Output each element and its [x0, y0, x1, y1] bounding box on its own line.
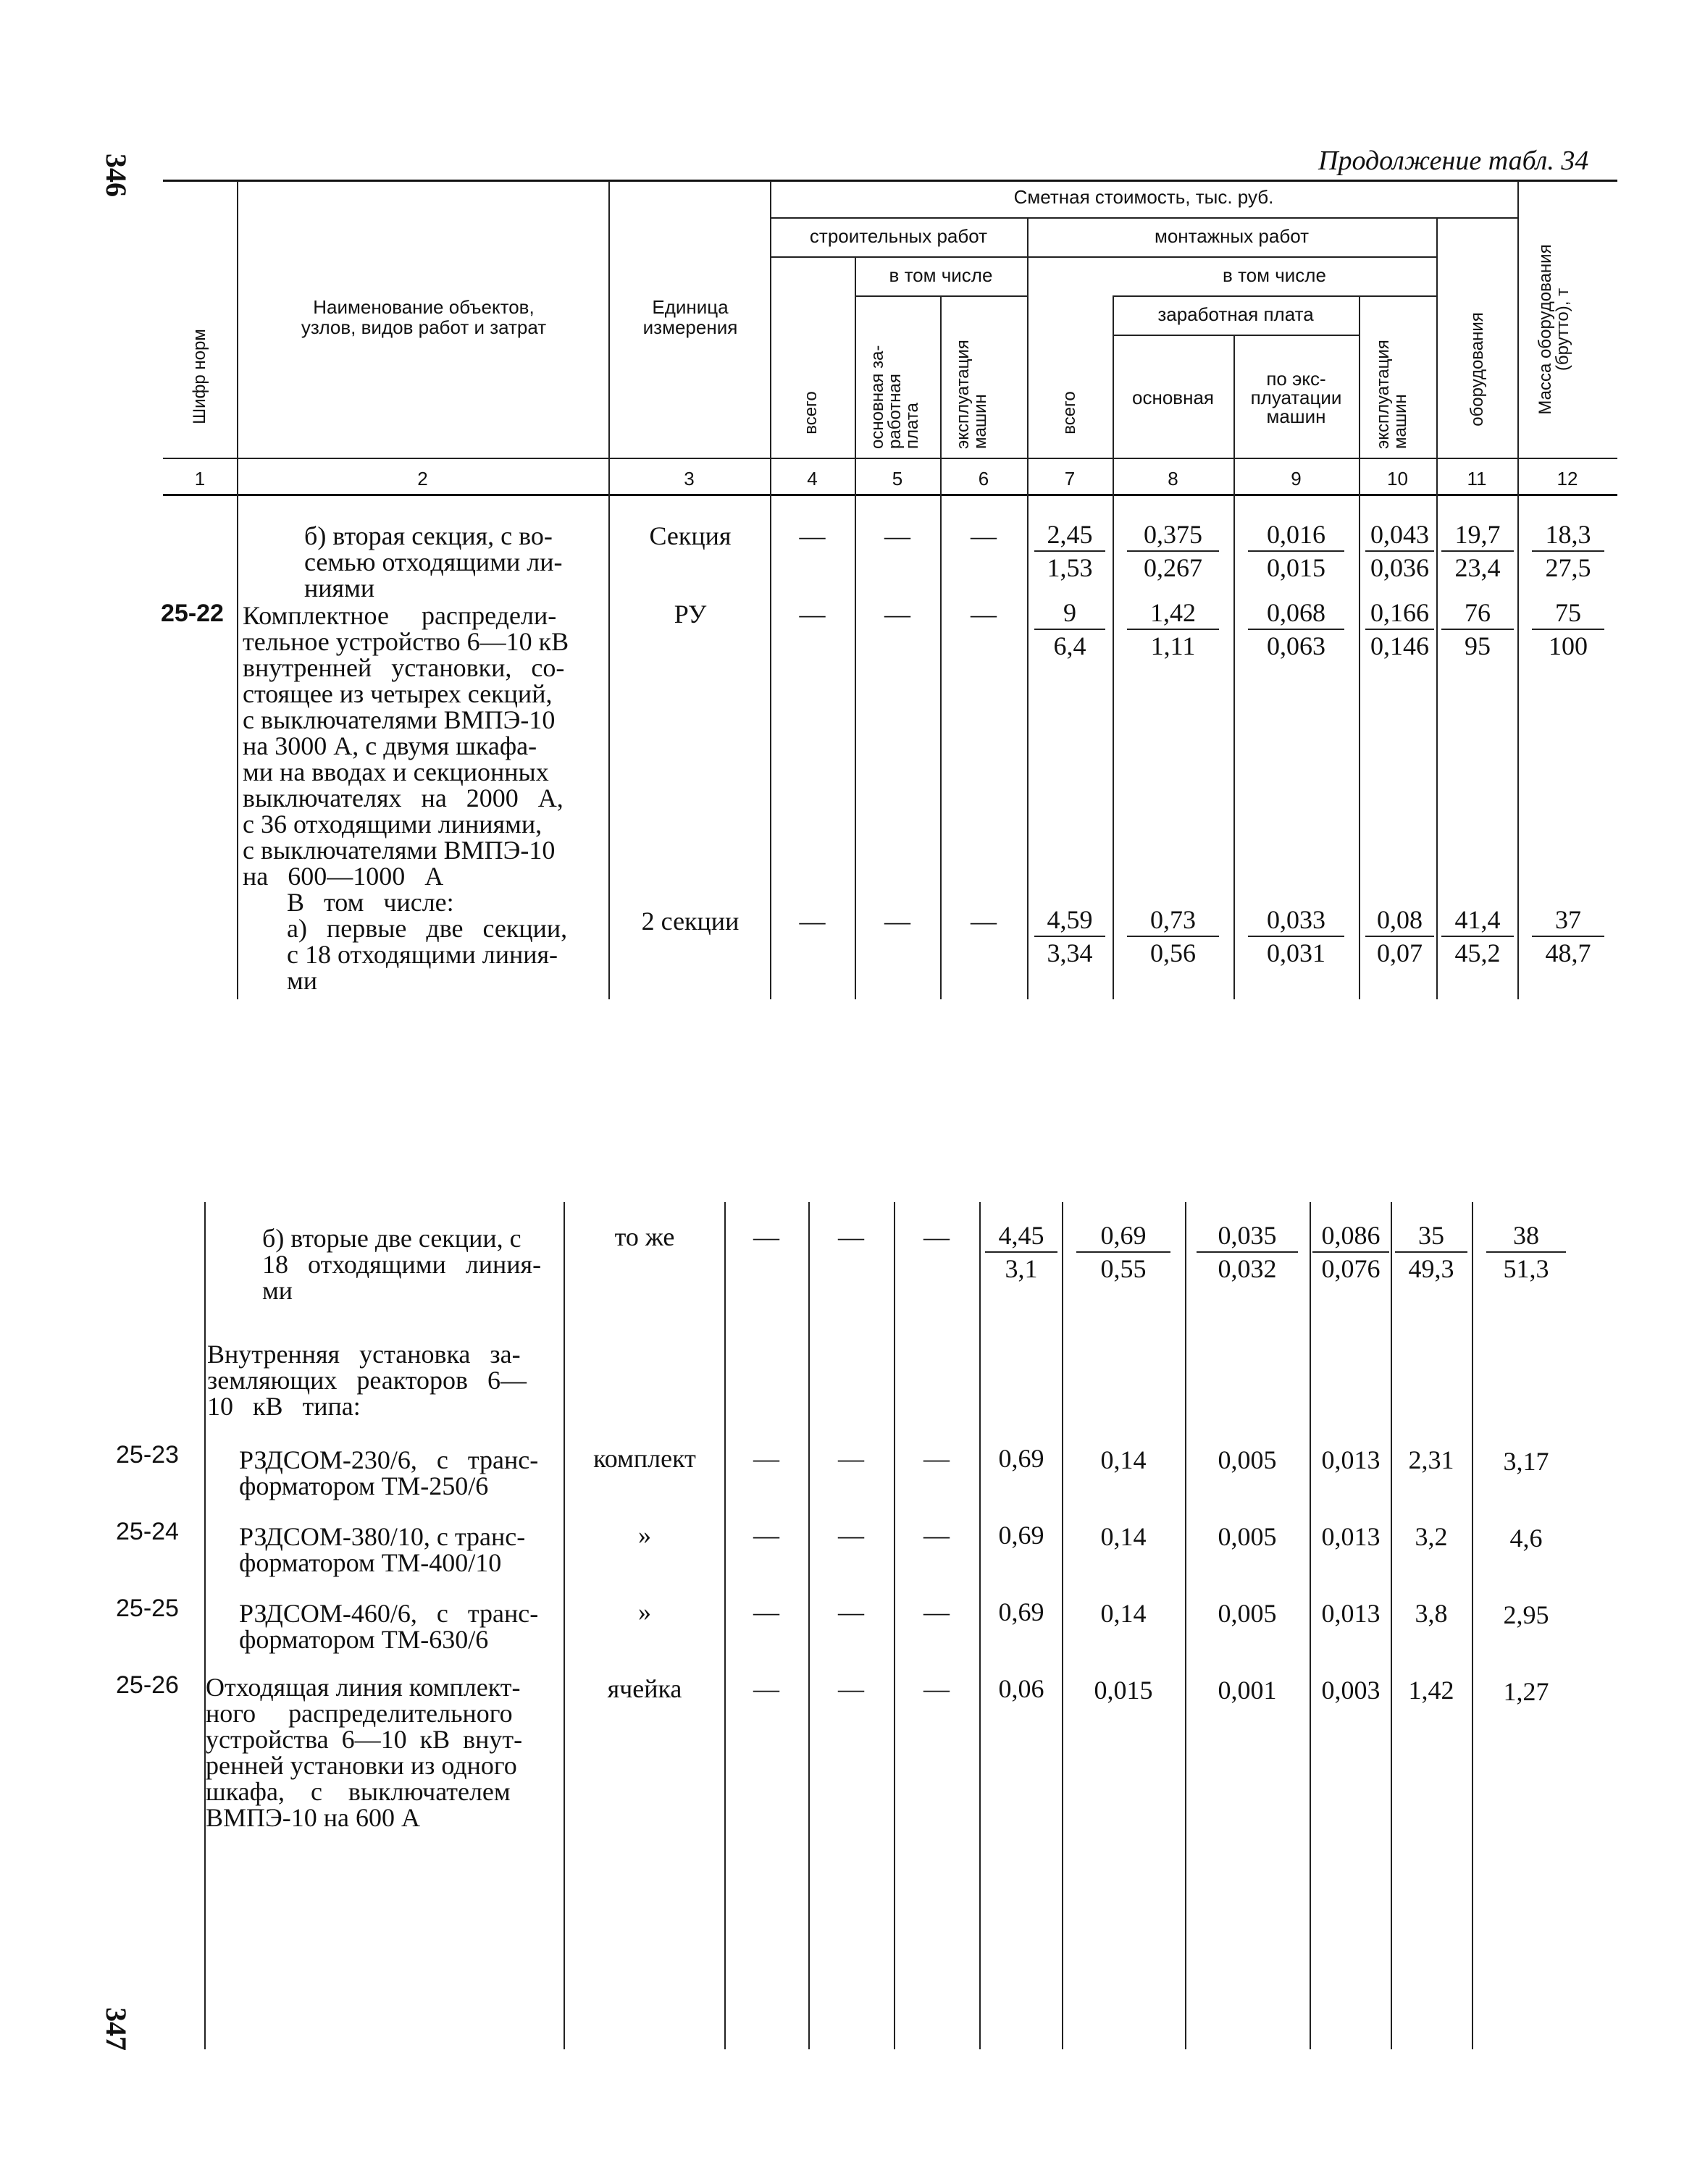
header-c5: основная за- работная плата: [868, 345, 922, 449]
row-c10: 0,08 0,07: [1365, 904, 1434, 969]
row-c8: 0,14: [1100, 1599, 1147, 1628]
header-c12: Масса оборудования (брутто), т: [1536, 244, 1572, 415]
header-subgroup-rule-2: [1027, 256, 1436, 258]
row-c9: 0,005: [1218, 1445, 1277, 1474]
vline-top: [770, 181, 771, 999]
page-number-347: 347: [100, 2007, 133, 2051]
row-c7: 2,45 1,53: [1034, 518, 1105, 584]
header-construction-group: строительных работ: [809, 225, 988, 247]
colnum-3: 3: [684, 468, 695, 490]
row-c9: 0,016 0,015: [1248, 518, 1344, 584]
header-c6: эксплуатация машин: [953, 340, 990, 449]
row-c12: 4,6: [1509, 1524, 1543, 1553]
row-name: РЗДСОМ-380/10, с транс- форматором ТМ-400/10: [239, 1522, 526, 1577]
colnum-1: 1: [194, 468, 206, 490]
row-c10: 0,013: [1321, 1522, 1381, 1551]
row-c12: 3,17: [1503, 1447, 1549, 1476]
row-c5: —: [884, 600, 910, 629]
row-c12: 37 48,7: [1532, 904, 1604, 969]
row-unit: комплект: [593, 1444, 696, 1473]
row-c11: 2,31: [1408, 1445, 1454, 1474]
row-unit: 2 секции: [641, 907, 740, 936]
row-c9: 0,033 0,031: [1248, 904, 1344, 969]
row-c6: —: [923, 1222, 950, 1251]
row-c9: 0,068 0,063: [1248, 597, 1344, 662]
header-installation-group: монтажных работ: [1154, 225, 1310, 247]
vline-bottom: [1310, 1202, 1311, 2049]
row-c4: —: [799, 907, 826, 936]
row-c11: 76 95: [1441, 597, 1514, 662]
row-c9: 0,005: [1218, 1599, 1277, 1628]
vline-bottom: [1472, 1202, 1473, 2049]
colnum-5: 5: [892, 468, 903, 490]
row-c12: 2,95: [1503, 1600, 1549, 1629]
row-c11: 3,8: [1415, 1599, 1448, 1628]
header-subgroup-rule: [770, 256, 1027, 258]
row-c5: —: [884, 907, 910, 936]
row-c7: 0,06: [998, 1674, 1044, 1703]
vline-top: [1517, 181, 1519, 999]
row-code: 25-26: [116, 1671, 179, 1699]
header-c9: по экс- плуатации машин: [1250, 368, 1342, 427]
row-c6: —: [923, 1444, 950, 1473]
row-c4: —: [753, 1222, 779, 1251]
colnum-7: 7: [1064, 468, 1076, 490]
row-c9: 0,005: [1218, 1522, 1277, 1551]
row-c10: 0,003: [1321, 1676, 1381, 1705]
row-c5: —: [884, 521, 910, 550]
colnum-4: 4: [807, 468, 818, 490]
vline-bottom: [1185, 1202, 1186, 2049]
row-c7: 9 6,4: [1034, 597, 1105, 662]
row-name: РЗДСОМ-460/6, с транс- форматором ТМ-630/6: [239, 1599, 539, 1654]
row-c7: 4,59 3,34: [1034, 904, 1105, 969]
row-c10: 0,086 0,076: [1312, 1219, 1389, 1285]
row-c7: 0,69: [998, 1521, 1044, 1550]
row-c11: 1,42: [1408, 1676, 1454, 1705]
vline-bottom: [1391, 1202, 1392, 2049]
header-incl-rule-2: [1113, 295, 1436, 297]
row-c5: —: [838, 1674, 864, 1703]
row-c4: —: [753, 1521, 779, 1550]
vline-bottom: [979, 1202, 981, 2049]
row-c10: 0,166 0,146: [1365, 597, 1434, 662]
header-salary-group: заработная плата: [1157, 303, 1314, 325]
vline-bottom: [1062, 1202, 1063, 2049]
row-c11: 19,7 23,4: [1441, 518, 1514, 584]
row-unit: ячейка: [607, 1674, 682, 1703]
row-name: Отходящая линия комплект- ного распределительного устройства 6—10 кВ внут- ренней установки из одного шкафа, с выключателем ВМПЭ-10 на 600 А: [206, 1673, 523, 1832]
vline-top: [1359, 297, 1360, 999]
row-c10: 0,013: [1321, 1599, 1381, 1628]
vline-top: [1027, 217, 1029, 999]
row-c8: 0,14: [1100, 1522, 1147, 1551]
colnum-8: 8: [1168, 468, 1178, 490]
vline-top: [1436, 217, 1438, 999]
header-bottom-rule: [163, 458, 1617, 459]
row-c10: 0,043 0,036: [1365, 518, 1434, 584]
row-c12: 18,3 27,5: [1532, 518, 1604, 584]
vline-top: [940, 297, 942, 999]
row-name: В том числе: а) первые две секции, с 18 отходящими линия- ми: [287, 888, 568, 995]
table-caption: Продолжение табл. 34: [1318, 146, 1589, 176]
header-top-rule: [163, 180, 1617, 182]
row-c8: 0,015: [1094, 1676, 1153, 1705]
row-code: 25-22: [161, 600, 224, 627]
row-c7: 4,45 3,1: [985, 1219, 1057, 1285]
row-c12: 1,27: [1503, 1677, 1549, 1706]
row-unit: РУ: [674, 600, 707, 629]
colnum-9: 9: [1291, 468, 1302, 490]
header-name-col: Наименование объектов, узлов, видов работ и затрат: [301, 296, 547, 338]
colnum-6: 6: [978, 468, 989, 490]
section-heading: Внутренняя установка за- земляющих реакторов 6— 10 кВ типа:: [207, 1340, 527, 1421]
row-c8: 0,73 0,56: [1127, 904, 1219, 969]
row-c4: —: [753, 1444, 779, 1473]
row-c6: —: [971, 907, 997, 936]
row-c6: —: [971, 600, 997, 629]
row-unit: то же: [614, 1222, 675, 1251]
header-incl-1: в том числе: [889, 264, 993, 286]
colnum-bottom-rule: [163, 494, 1617, 496]
row-unit: »: [638, 1597, 651, 1626]
row-c12: 75 100: [1532, 597, 1604, 662]
vline-top: [237, 181, 238, 999]
row-c6: —: [971, 521, 997, 550]
row-c11: 3,2: [1415, 1522, 1448, 1551]
header-c4: всего: [801, 391, 821, 434]
row-unit: Секция: [649, 521, 732, 550]
header-unit-col: Единица измерения: [642, 296, 738, 338]
row-c5: —: [838, 1444, 864, 1473]
row-c6: —: [923, 1674, 950, 1703]
header-c11: оборудования: [1467, 312, 1487, 427]
row-c5: —: [838, 1597, 864, 1626]
header-c8: основная: [1132, 387, 1214, 408]
row-c11: 41,4 45,2: [1441, 904, 1514, 969]
colnum-11: 11: [1467, 468, 1487, 490]
row-name: РЗДСОМ-230/6, с транс- форматором ТМ-250/6: [239, 1445, 539, 1500]
row-c10: 0,013: [1321, 1445, 1381, 1474]
header-salary-rule: [1113, 335, 1359, 336]
vline-top: [608, 181, 610, 999]
header-code-col: Шифр норм: [190, 329, 209, 424]
row-c4: —: [753, 1597, 779, 1626]
row-code: 25-25: [116, 1595, 179, 1622]
header-c7: всего: [1060, 391, 1079, 434]
row-name: Комплектное распредели- тельное устройство 6—10 кВ внутренней установки, со- стоящее из четырех секций, с выключателями ВМПЭ-10 на 3000 А, с двумя шкафа- ми на вводах и секционных выключателях на 2000 А, с 36 отходящими линиями, с выключателями ВМПЭ-10 на 600—1000 А: [243, 601, 569, 891]
page-number-346: 346: [100, 154, 133, 197]
row-c8: 1,42 1,11: [1127, 597, 1219, 662]
row-c8: 0,14: [1100, 1445, 1147, 1474]
row-code: 25-24: [116, 1518, 179, 1545]
header-c10: эксплуатация машин: [1373, 340, 1410, 449]
row-c11: 35 49,3: [1395, 1219, 1467, 1285]
row-c6: —: [923, 1597, 950, 1626]
vline-top: [1233, 336, 1235, 999]
row-code: 25-23: [116, 1441, 179, 1469]
header-incl-2: в том числе: [1223, 264, 1326, 286]
colnum-2: 2: [417, 468, 428, 490]
row-c5: —: [838, 1521, 864, 1550]
row-c9: 0,035 0,032: [1197, 1219, 1298, 1285]
row-c6: —: [923, 1521, 950, 1550]
row-c7: 0,69: [998, 1597, 1044, 1626]
colnum-10: 10: [1387, 468, 1408, 490]
header-cost-rule: [770, 217, 1517, 219]
vline-bottom: [204, 1202, 206, 2049]
row-c4: —: [799, 600, 826, 629]
row-c12: 38 51,3: [1486, 1219, 1566, 1285]
row-c9: 0,001: [1218, 1676, 1277, 1705]
row-c5: —: [838, 1222, 864, 1251]
row-c4: —: [799, 521, 826, 550]
colnum-12: 12: [1557, 468, 1578, 490]
row-unit: »: [638, 1521, 651, 1550]
header-cost-group: Сметная стоимость, тыс. руб.: [1013, 186, 1274, 208]
row-c7: 0,69: [998, 1444, 1044, 1473]
row-c8: 0,375 0,267: [1127, 518, 1219, 584]
row-c8: 0,69 0,55: [1076, 1219, 1170, 1285]
row-name: б) вторые две секции, с 18 отходящими линия- ми: [262, 1224, 542, 1305]
row-name: б) вторая секция, с во- семью отходящими ли- ниями: [304, 521, 563, 602]
row-c4: —: [753, 1674, 779, 1703]
